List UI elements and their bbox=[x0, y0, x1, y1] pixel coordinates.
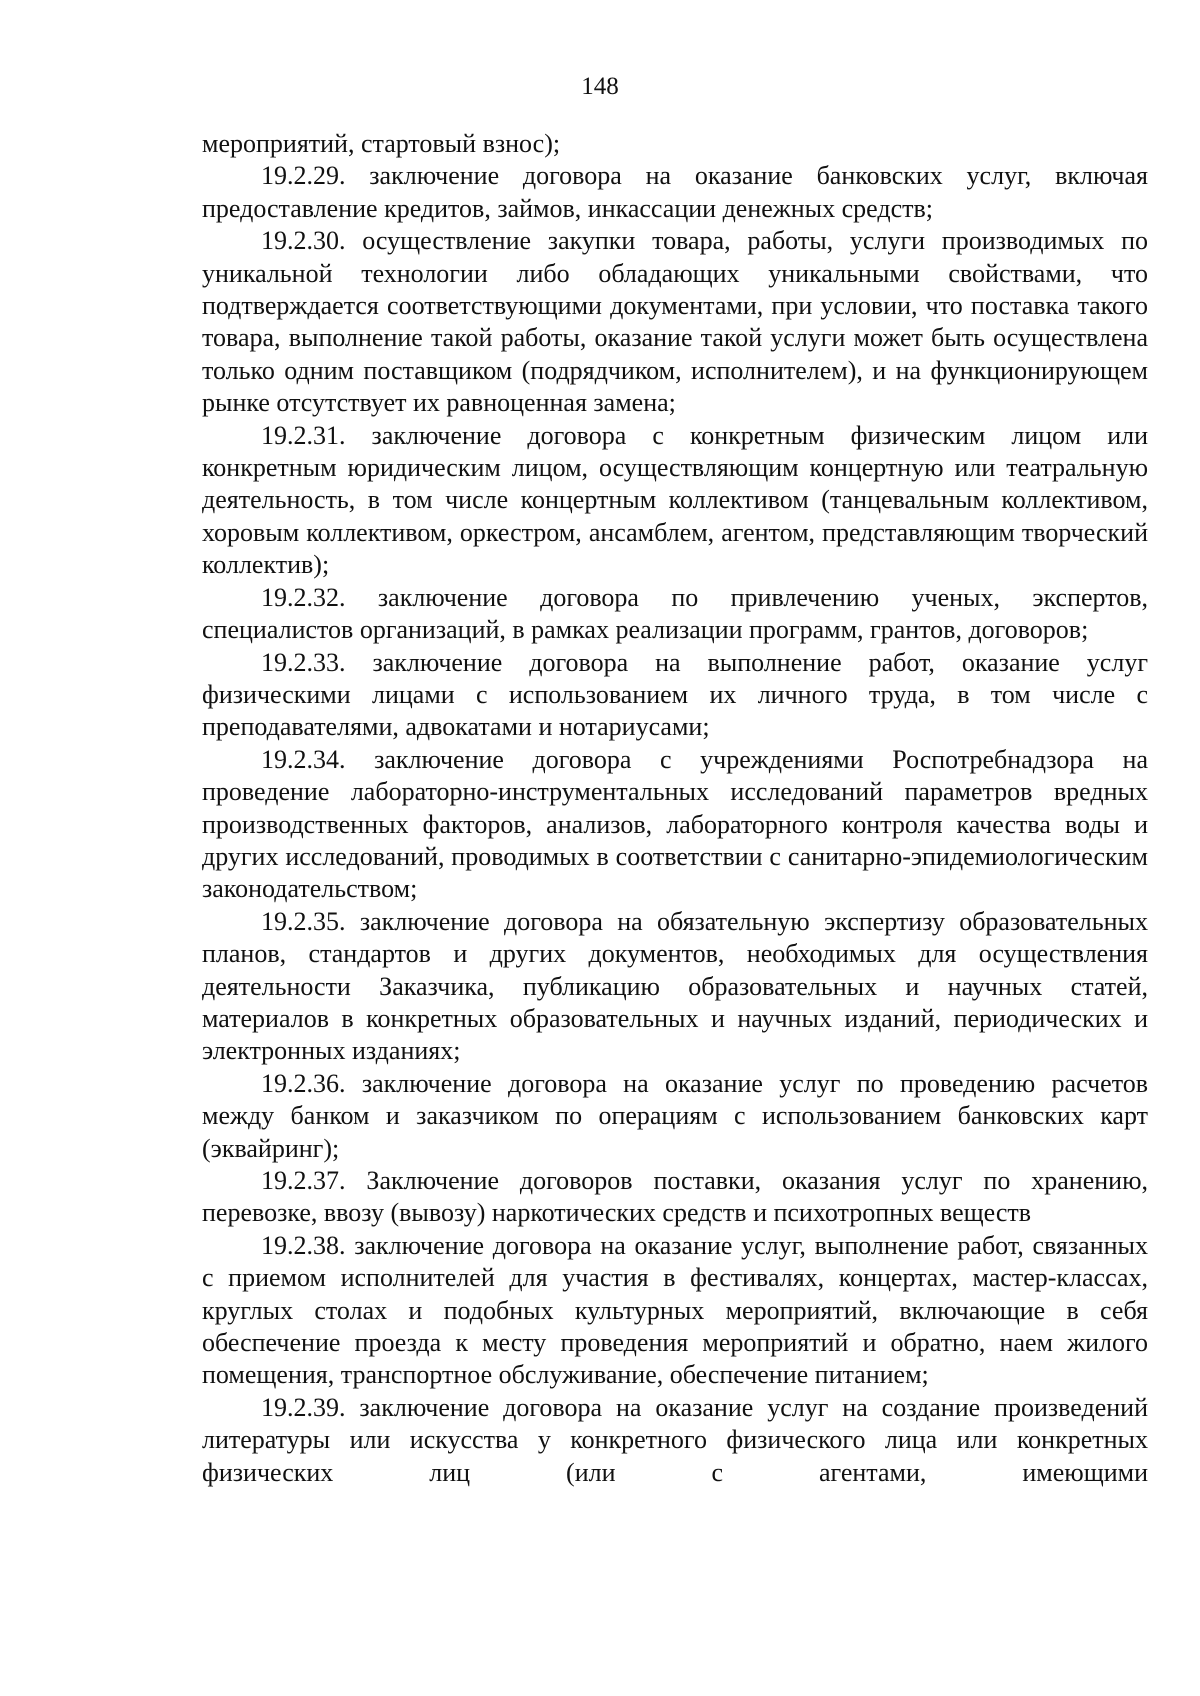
paragraph-19-2-34: 19.2.34. заключение договора с учреждениями Роспотребнадзора на проведение лабораторно-инструментальных исследований параметров вредных производственных факторов, анализов, лабораторного контроля качества воды и других исследований, проводимых в соответствии с санитарно-эпидемиологическим законодательством; bbox=[202, 744, 1148, 904]
paragraph-continuation: мероприятий, стартовый взнос); bbox=[202, 129, 561, 158]
paragraph-19-2-32: 19.2.32. заключение договора по привлечению ученых, экспертов, специалистов организаций, в рамках реализации программ, грантов, договоров; bbox=[202, 582, 1148, 645]
paragraph-19-2-31: 19.2.31. заключение договора с конкретным физическим лицом или конкретным юридическим лицом, осуществляющим концертную или театральную деятельность, в том числе концертным коллективом (танцевальным коллективом, хоровым коллективом, оркестром, ансамблем, агентом, представляющим творческий коллектив); bbox=[202, 420, 1148, 580]
paragraph-19-2-29: 19.2.29. заключение договора на оказание банковских услуг, включая предоставление кредитов, займов, инкассации денежных средств; bbox=[202, 161, 1148, 223]
body-text bbox=[202, 128, 1148, 1489]
paragraph-19-2-38: 19.2.38. заключение договора на оказание услуг, выполнение работ, связанных с приемом исполнителей для участия в фестивалях, концертах, мастер-классах, круглых столах и подобных культурных мероприятий, включающие в себя обеспечение проезда к месту проведения мероприятий и обратно, наем жилого помещения, транспортное обслуживание, обеспечение питанием; bbox=[202, 1230, 1148, 1390]
paragraph-19-2-36: 19.2.36. заключение договора на оказание услуг по проведению расчетов между банком и заказчиком по операциям с использованием банковских карт (эквайринг); bbox=[202, 1068, 1148, 1163]
paragraph-19-2-33: 19.2.33. заключение договора на выполнение работ, оказание услуг физическими лицами с использованием их личного труда, в том числе с преподавателями, адвокатами и нотариусами; bbox=[202, 647, 1148, 742]
paragraph-19-2-37: 19.2.37. Заключение договоров поставки, оказания услуг по хранению, перевозке, ввозу (вывозу) наркотических средств и психотропных веществ bbox=[202, 1166, 1148, 1228]
paragraph-19-2-30: 19.2.30. осуществление закупки товара, работы, услуги производимых по уникальной технологии либо обладающих уникальными свойствами, что подтверждается соответствующими документами, при условии, что поставка такого товара, выполнение такой работы, оказание такой услуги может быть осуществлена только одним поставщиком (подрядчиком, исполнителем), и на функционирующем рынке отсутствует их равноценная замена; bbox=[202, 226, 1148, 418]
paragraph-19-2-35: 19.2.35. заключение договора на обязательную экспертизу образовательных планов, стандартов и других документов, необходимых для осуществления деятельности Заказчика, публикацию образовательных и научных статей, материалов в конкретных образовательных и научных изданий, периодических и электронных изданиях; bbox=[202, 906, 1148, 1066]
paragraph-19-2-39: 19.2.39. заключение договора на оказание услуг на создание произведений литературы или искусства у конкретного физического лица или конкретных физических лиц (или с агентами, имеющими bbox=[202, 1392, 1148, 1487]
page-number: 148 bbox=[581, 73, 619, 100]
